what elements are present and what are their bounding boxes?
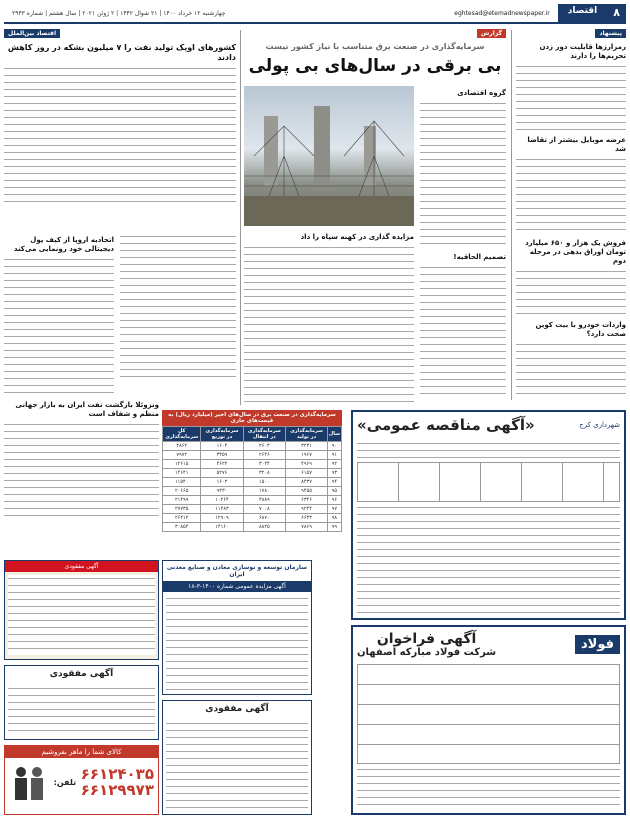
table-cell: ۹۵ — [327, 487, 341, 496]
main-kicker: سرمایه‌گذاری در صنعت برق متناسب با نیاز کشور نیست — [265, 42, 485, 51]
table-cell: ۱۷۸۰ — [243, 487, 286, 496]
right-headline-4: واردات خودرو با بیت کوین صحت دارد؟ — [535, 321, 626, 338]
table-cell: ۴۸۶۲ — [163, 442, 201, 451]
table-cell: ۶۳۴۶ — [286, 496, 328, 505]
table-cell: ۲۶۴۶ — [243, 451, 286, 460]
table-cell: ۹۴ — [327, 478, 341, 487]
lost-ad-1-title: آگهی مفقودی — [5, 561, 158, 572]
table-cell: ۳۰۸۵۴ — [163, 523, 201, 532]
table-cell: ۷۸۶۹ — [286, 523, 328, 532]
left-column-top — [4, 40, 236, 230]
fooladi-title: آگهی فراخوان — [376, 631, 477, 647]
table-cell: ۳۳۵۹ — [201, 451, 243, 460]
classified-phone-2[interactable]: ۶۶۱۲۹۹۷۳ — [80, 781, 154, 799]
table-cell: ۱۴۱۶۰ — [201, 523, 243, 532]
table-header-cell: کل سرمایه‌گذاری — [163, 427, 201, 442]
table-cell: ۹۹ — [327, 523, 341, 532]
table-cell: ۳۲۳۱ — [286, 442, 328, 451]
page-number: ۸ — [607, 4, 626, 22]
table-cell: ۹۷ — [327, 505, 341, 514]
table-row — [163, 505, 342, 514]
classified-ad — [4, 745, 159, 815]
table-cell: ۱۱۵۴۰ — [163, 478, 201, 487]
right-headline-1: رمزارزها قابلیت دور زدن تحریم‌ها را دارند — [539, 43, 626, 60]
left-headline-3: ونزوئلا بازگشت نفت ایران به بازار جهانی منظم و شفاف است — [15, 401, 159, 418]
table-row — [163, 514, 342, 523]
table-cell: ۲۶۴۱۲ — [163, 514, 201, 523]
table-cell: ۱۶۰۴ — [201, 442, 243, 451]
table-cell: ۴۸۸۹ — [243, 496, 286, 505]
left-column-mid — [4, 233, 114, 393]
table-cell: ۴۶۲۲ — [201, 460, 243, 469]
table-header-cell: سال — [327, 427, 341, 442]
table-cell: ۱۵۰۰ — [243, 478, 286, 487]
table-row — [163, 487, 342, 496]
left-headline-2: اتحادیه اروپا از کیف پول دیجیتالی خود رونمایی می‌کند — [13, 236, 114, 253]
right-headline-3: فروش یک هزار و ۶۵۰ میلیارد تومان اوراق بدهی در مرحله دوم — [525, 239, 626, 265]
table-cell: ۶۱۵۷ — [286, 469, 328, 478]
fooladi-subtitle: شرکت فولاد مبارکه اصفهان — [357, 647, 497, 658]
subhead-1: تصمیم الحاقیه! — [453, 253, 506, 261]
classified-title: کالای شما را ماهر بفروشیم — [5, 746, 158, 758]
main-title: بی برقی در سال‌های بی پولی — [248, 56, 502, 76]
table-cell: ۵۲۷۶ — [201, 469, 243, 478]
left-headline-1: کشورهای اوپک تولید نفت را ۷ میلیون بشکه در روز کاهش دادند — [7, 43, 236, 62]
table-cell: ۲۷۷۳۵ — [163, 505, 201, 514]
table-cell: ۱۲۹۰۹ — [201, 514, 243, 523]
table-cell: ۳۰۲۴ — [243, 460, 286, 469]
table-cell: ۶۸۷۰ — [243, 514, 286, 523]
phone-label: تلفن: — [53, 777, 77, 787]
tender-org: شهرداری کرج — [579, 421, 620, 429]
byline: گروه اقتصادی — [457, 89, 506, 97]
fooladi-ad — [351, 625, 626, 815]
classified-phone-1[interactable]: ۶۶۱۲۴۰۳۵ — [80, 765, 154, 783]
tender-title: «آگهی مناقصه عمومی» — [357, 416, 535, 434]
table-row — [163, 460, 342, 469]
mining-org: سازمان توسعه و نوسازی معادن و صنایع معدنی ایران — [166, 564, 308, 578]
lost-ad-3 — [162, 700, 312, 815]
table-header-cell: سرمایه‌گذاری در توزیع — [201, 427, 243, 442]
table-row — [163, 496, 342, 505]
date-line: چهارشنبه ۱۲ خرداد ۱۴۰۰ | ۲۱ شوال ۱۴۴۲ | ۲ ژوئن ۲۰۲۱ | سال هشتم | شماره ۲۹۴۳ — [12, 9, 226, 17]
table-cell: ۷۰۰۸ — [243, 505, 286, 514]
table-cell: ۹۴۵۵ — [286, 487, 328, 496]
table-row — [163, 442, 342, 451]
lost-ad-2 — [4, 665, 159, 740]
main-text-2 — [244, 230, 414, 405]
table-cell: ۹۳ — [327, 469, 341, 478]
people-icon — [9, 762, 49, 802]
table-cell: ۲۱۴۹۹ — [163, 496, 201, 505]
table-cell: ۱۱۴۸۳ — [201, 505, 243, 514]
table-cell: ۹۸ — [327, 514, 341, 523]
table-header-cell: سرمایه‌گذاری در انتقال — [243, 427, 286, 442]
table-cell: ۹۱ — [327, 451, 341, 460]
table-cell: ۷۹۷۲ — [163, 451, 201, 460]
lost-ad-2-title: آگهی مفقودی — [49, 669, 114, 679]
table-header-cell: سرمایه‌گذاری در تولید — [286, 427, 328, 442]
tender-ad — [351, 410, 626, 620]
main-text-1 — [420, 86, 506, 396]
table-cell: ۹۰ — [327, 442, 341, 451]
section-title: اقتصاد — [558, 4, 608, 22]
table-row — [163, 478, 342, 487]
table-title: سرمایه‌گذاری در صنعت برق در سال‌های اخیر (میلیارد ریال) به قیمت‌های جاری — [162, 410, 342, 426]
left-article-bottom — [4, 398, 159, 518]
table-cell: ۱۲۶۱۵ — [163, 460, 201, 469]
power-plant-photo — [244, 86, 414, 226]
table-cell: ۱۶۰۳ — [201, 478, 243, 487]
investment-table — [162, 410, 342, 532]
table-cell: ۸۴۳۷ — [286, 478, 328, 487]
subhead-2: مزایده گذاری در کهنه سپاه را داد — [300, 233, 414, 241]
table-cell: ۱۰۲۶۴ — [201, 496, 243, 505]
report-label: گزارش — [477, 29, 506, 38]
table-cell: ۱۴۶۴۱ — [163, 469, 201, 478]
table-cell: ۴۹۶۹ — [286, 460, 328, 469]
lost-ad-3-title: آگهی مفقودی — [205, 704, 269, 714]
page-header — [4, 4, 626, 24]
table-cell: ۲۶۰۳ — [243, 442, 286, 451]
table-cell: ۱۹۶۷ — [286, 451, 328, 460]
left-column-mid-2 — [120, 233, 236, 393]
table-row — [163, 523, 342, 532]
right-label: پیشنهاد — [595, 29, 626, 38]
table-row — [163, 469, 342, 478]
table-cell: ۸۸۲۵ — [243, 523, 286, 532]
power-plant-illustration — [244, 86, 414, 226]
website: eghtesad@etemadnewspaper.ir — [454, 9, 550, 17]
right-headline-2: عرضه موبایل بیشتر از تقاضا شد — [527, 136, 626, 153]
table-cell: ۹۲۴۴ — [286, 505, 328, 514]
table-cell: ۹۶ — [327, 496, 341, 505]
table-cell: ۲۰۶۶۵ — [163, 487, 201, 496]
gas-ad — [4, 560, 159, 660]
fooladi-logo: فولاد — [575, 635, 620, 654]
mining-ad-number: آگهی مزایده عمومی شماره ۱۴۰۰-۳-۱۸ — [163, 581, 311, 592]
mining-ad — [162, 560, 312, 695]
table-cell: ۶۶۳۳ — [286, 514, 328, 523]
table-row — [163, 451, 342, 460]
table-cell: ۳۲۰۸ — [243, 469, 286, 478]
left-label: اقتصاد بین‌الملل — [4, 29, 60, 38]
table-cell: ۹۴۳۰ — [201, 487, 243, 496]
right-column — [516, 40, 626, 400]
table-cell: ۹۲ — [327, 460, 341, 469]
